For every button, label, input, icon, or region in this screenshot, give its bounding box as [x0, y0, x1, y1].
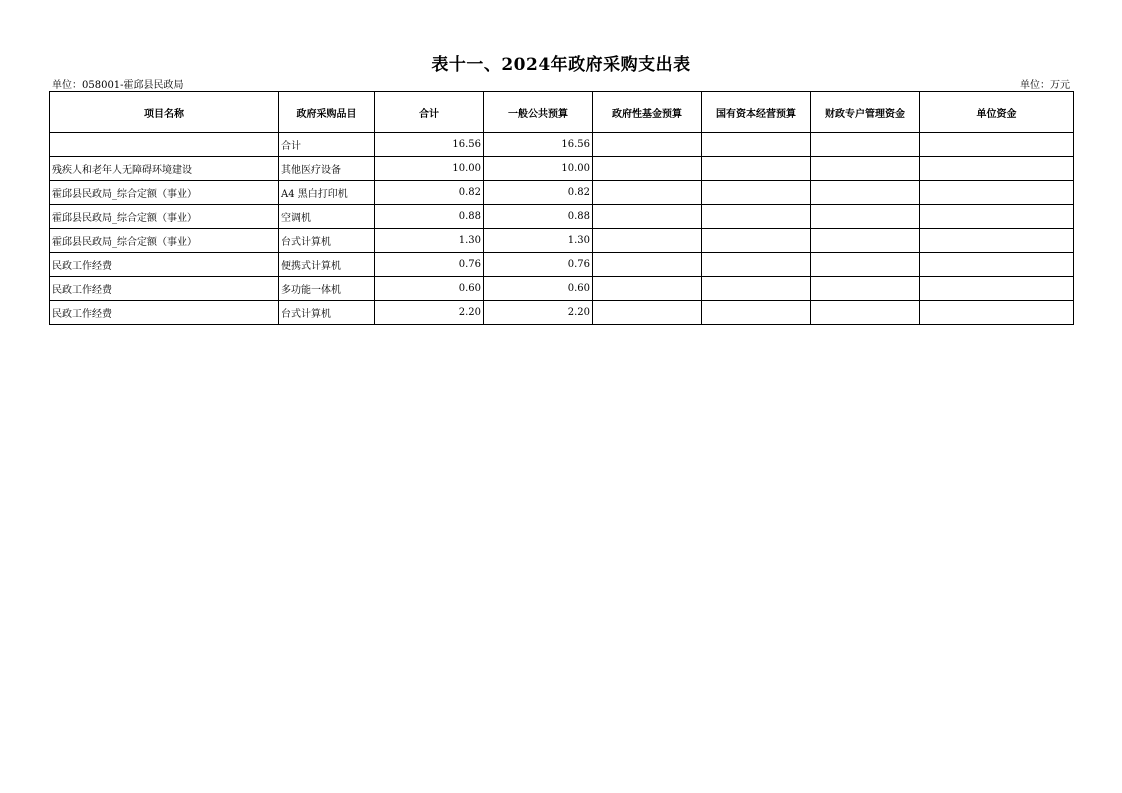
cell-unit-funds: [920, 277, 1074, 301]
table-row: [50, 181, 1074, 205]
cell-special-account-funds: [811, 229, 920, 253]
cell-procurement-item: 合计: [279, 133, 375, 157]
cell-total: 10.00: [375, 157, 484, 181]
cell-total: 0.60: [375, 277, 484, 301]
cell-project-name: 民政工作经费: [50, 301, 279, 325]
cell-unit-funds: [920, 133, 1074, 157]
cell-procurement-item: 多功能一体机: [279, 277, 375, 301]
cell-fund-budget: [593, 181, 702, 205]
cell-general-budget: 2.20: [484, 301, 593, 325]
column-header-fund-budget: 政府性基金预算: [593, 92, 702, 133]
cell-state-capital-budget: [702, 181, 811, 205]
cell-project-name: 民政工作经费: [50, 253, 279, 277]
cell-procurement-item: 其他医疗设备: [279, 157, 375, 181]
cell-fund-budget: [593, 133, 702, 157]
cell-state-capital-budget: [702, 133, 811, 157]
column-header-procurement-item: 政府采购品目: [279, 92, 375, 133]
cell-total: 0.82: [375, 181, 484, 205]
cell-procurement-item: 空调机: [279, 205, 375, 229]
table-body: [50, 133, 1074, 325]
cell-special-account-funds: [811, 133, 920, 157]
page-title: 表十一、2024年政府采购支出表: [431, 55, 691, 75]
cell-unit-funds: [920, 253, 1074, 277]
table-header-row: [50, 92, 1074, 133]
table-row: [50, 301, 1074, 325]
cell-project-name: 霍邱县民政局_综合定额（事业）: [50, 181, 279, 205]
cell-procurement-item: 台式计算机: [279, 229, 375, 253]
column-header-project-name: 项目名称: [50, 92, 279, 133]
cell-special-account-funds: [811, 277, 920, 301]
table-row: [50, 157, 1074, 181]
column-header-special-account-funds: 财政专户管理资金: [811, 92, 920, 133]
cell-unit-funds: [920, 181, 1074, 205]
cell-unit-funds: [920, 157, 1074, 181]
cell-project-name: 霍邱县民政局_综合定额（事业）: [50, 205, 279, 229]
cell-total: 2.20: [375, 301, 484, 325]
cell-general-budget: 0.76: [484, 253, 593, 277]
cell-project-name: 民政工作经费: [50, 277, 279, 301]
cell-unit-funds: [920, 229, 1074, 253]
table-row: [50, 205, 1074, 229]
cell-fund-budget: [593, 301, 702, 325]
cell-project-name: 残疾人和老年人无障碍环境建设: [50, 157, 279, 181]
cell-fund-budget: [593, 205, 702, 229]
table-row: [50, 277, 1074, 301]
column-header-unit-funds: 单位资金: [920, 92, 1074, 133]
cell-total: 0.88: [375, 205, 484, 229]
column-header-total: 合计: [375, 92, 484, 133]
cell-special-account-funds: [811, 253, 920, 277]
cell-fund-budget: [593, 229, 702, 253]
cell-total: 0.76: [375, 253, 484, 277]
cell-state-capital-budget: [702, 301, 811, 325]
cell-unit-funds: [920, 205, 1074, 229]
cell-state-capital-budget: [702, 229, 811, 253]
cell-special-account-funds: [811, 205, 920, 229]
cell-general-budget: 10.00: [484, 157, 593, 181]
cell-fund-budget: [593, 157, 702, 181]
cell-procurement-item: A4 黑白打印机: [279, 181, 375, 205]
cell-special-account-funds: [811, 157, 920, 181]
cell-state-capital-budget: [702, 205, 811, 229]
cell-total: 16.56: [375, 133, 484, 157]
cell-project-name: [50, 133, 279, 157]
table-row: [50, 229, 1074, 253]
cell-general-budget: 1.30: [484, 229, 593, 253]
cell-project-name: 霍邱县民政局_综合定额（事业）: [50, 229, 279, 253]
cell-procurement-item: 便携式计算机: [279, 253, 375, 277]
column-header-general-budget: 一般公共预算: [484, 92, 593, 133]
cell-general-budget: 0.82: [484, 181, 593, 205]
cell-general-budget: 0.60: [484, 277, 593, 301]
cell-special-account-funds: [811, 181, 920, 205]
cell-state-capital-budget: [702, 277, 811, 301]
table-row: [50, 253, 1074, 277]
cell-total: 1.30: [375, 229, 484, 253]
cell-fund-budget: [593, 253, 702, 277]
cell-unit-funds: [920, 301, 1074, 325]
cell-special-account-funds: [811, 301, 920, 325]
unit-label-currency: 单位：万元: [1020, 80, 1070, 91]
unit-label-agency: 单位：058001-霍邱县民政局: [52, 80, 184, 91]
table-row: [50, 133, 1074, 157]
cell-state-capital-budget: [702, 253, 811, 277]
column-header-state-capital-budget: 国有资本经营预算: [702, 92, 811, 133]
cell-fund-budget: [593, 277, 702, 301]
procurement-table: [49, 91, 1074, 325]
cell-procurement-item: 台式计算机: [279, 301, 375, 325]
cell-general-budget: 16.56: [484, 133, 593, 157]
cell-general-budget: 0.88: [484, 205, 593, 229]
cell-state-capital-budget: [702, 157, 811, 181]
